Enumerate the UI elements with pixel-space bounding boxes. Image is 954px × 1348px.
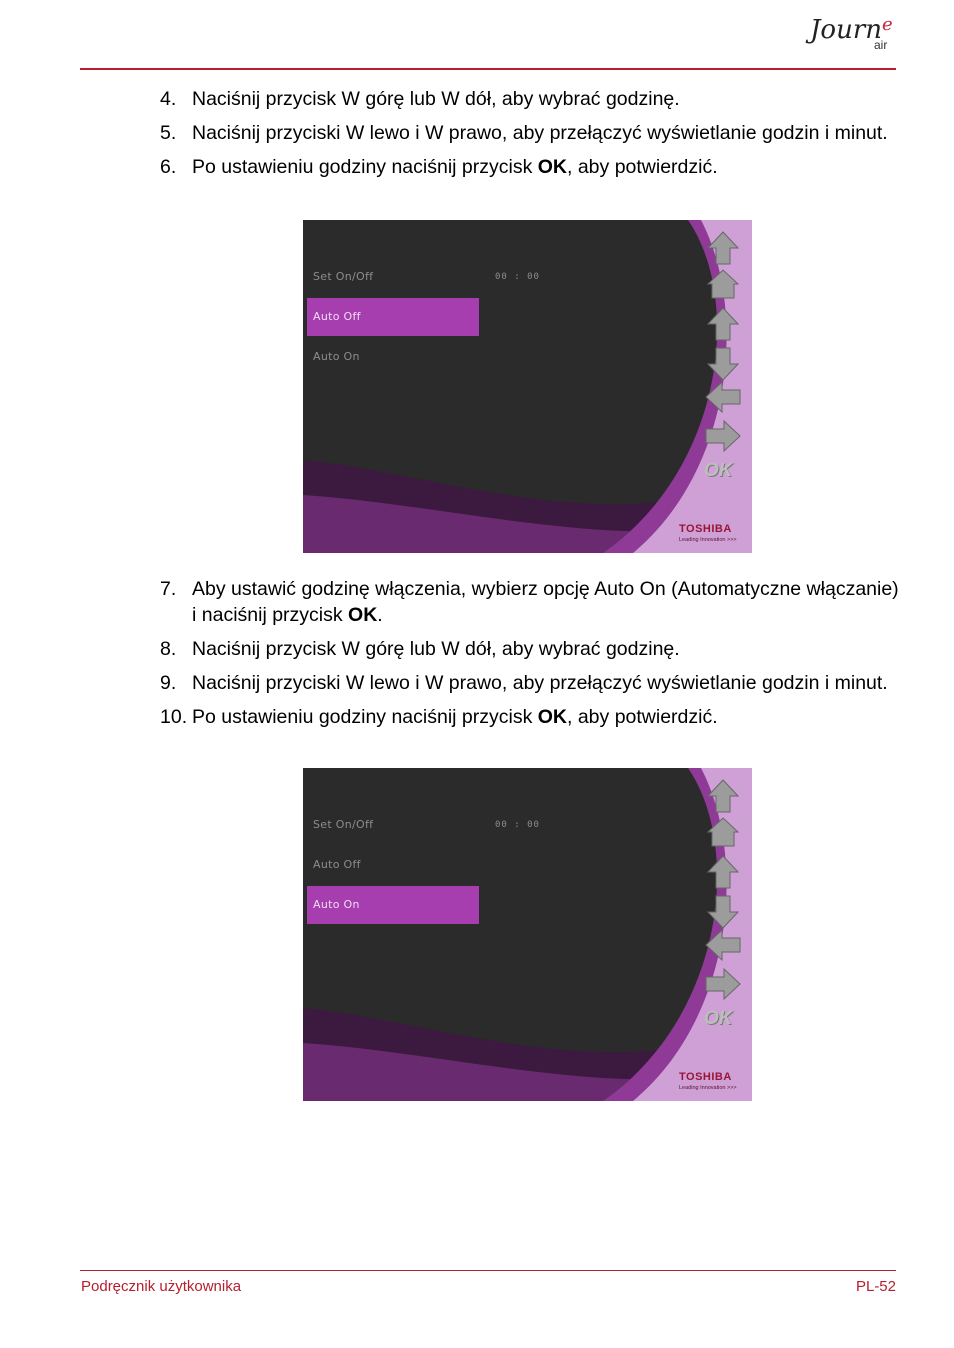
- step-6: 6. Po ustawieniu godziny naciśnij przycisk OK, aby potwierdzić.: [160, 156, 718, 178]
- menu-item-auto-off[interactable]: Auto Off: [313, 858, 361, 871]
- screenshot-auto-off: [303, 220, 752, 553]
- steps-list-b: [160, 576, 900, 738]
- time-value: 00 : 00: [495, 272, 540, 282]
- step-4: 4. Naciśnij przycisk W górę lub W dół, aby wybrać godzinę.: [160, 88, 680, 110]
- toshiba-tagline: Leading Innovation >>>: [679, 537, 737, 543]
- screenshot-auto-on: [303, 768, 752, 1101]
- footer-manual-title: Podręcznik użytkownika: [81, 1278, 242, 1295]
- toshiba-tagline: Leading Innovation >>>: [679, 1085, 737, 1091]
- steps-list-a: [160, 86, 900, 188]
- step-9: 9. Naciśnij przyciski W lewo i W prawo, aby przełączyć wyświetlanie godzin i minut.: [160, 672, 888, 694]
- step-10: 10. Po ustawieniu godziny naciśnij przycisk OK, aby potwierdzić.: [160, 706, 718, 728]
- menu-item-auto-on[interactable]: Auto On: [307, 886, 479, 924]
- logo-script: Journ$^e$: [810, 14, 893, 45]
- step-8: 8. Naciśnij przycisk W górę lub W dół, aby wybrać godzinę.: [160, 638, 680, 660]
- logo-sub: air: [874, 38, 888, 52]
- step-5: 5. Naciśnij przyciski W lewo i W prawo, aby przełączyć wyświetlanie godzin i minut.: [160, 122, 888, 144]
- footer-rule: [80, 1270, 896, 1271]
- menu-item-auto-on[interactable]: Auto On: [313, 350, 360, 363]
- menu-item-auto-off[interactable]: Auto Off: [307, 298, 479, 336]
- menu-item-set-on-off[interactable]: Set On/Off: [313, 270, 374, 283]
- menu-item-set-on-off[interactable]: Set On/Off: [313, 818, 374, 831]
- journe-air-logo: [806, 14, 898, 64]
- toshiba-logo: TOSHIBA: [679, 1071, 732, 1083]
- page-number: PL-52: [855, 1278, 896, 1295]
- header-rule: [80, 68, 896, 70]
- toshiba-logo: TOSHIBA: [679, 523, 732, 535]
- time-value: 00 : 00: [495, 820, 540, 830]
- ok-button-icon[interactable]: OK: [704, 1008, 733, 1029]
- step-7: 7. Aby ustawić godzinę włączenia, wybierz opcję Auto On (Automatyczne włączanie) i naciśnij przycisk OK.: [160, 578, 899, 626]
- ok-button-icon[interactable]: OK: [704, 460, 733, 481]
